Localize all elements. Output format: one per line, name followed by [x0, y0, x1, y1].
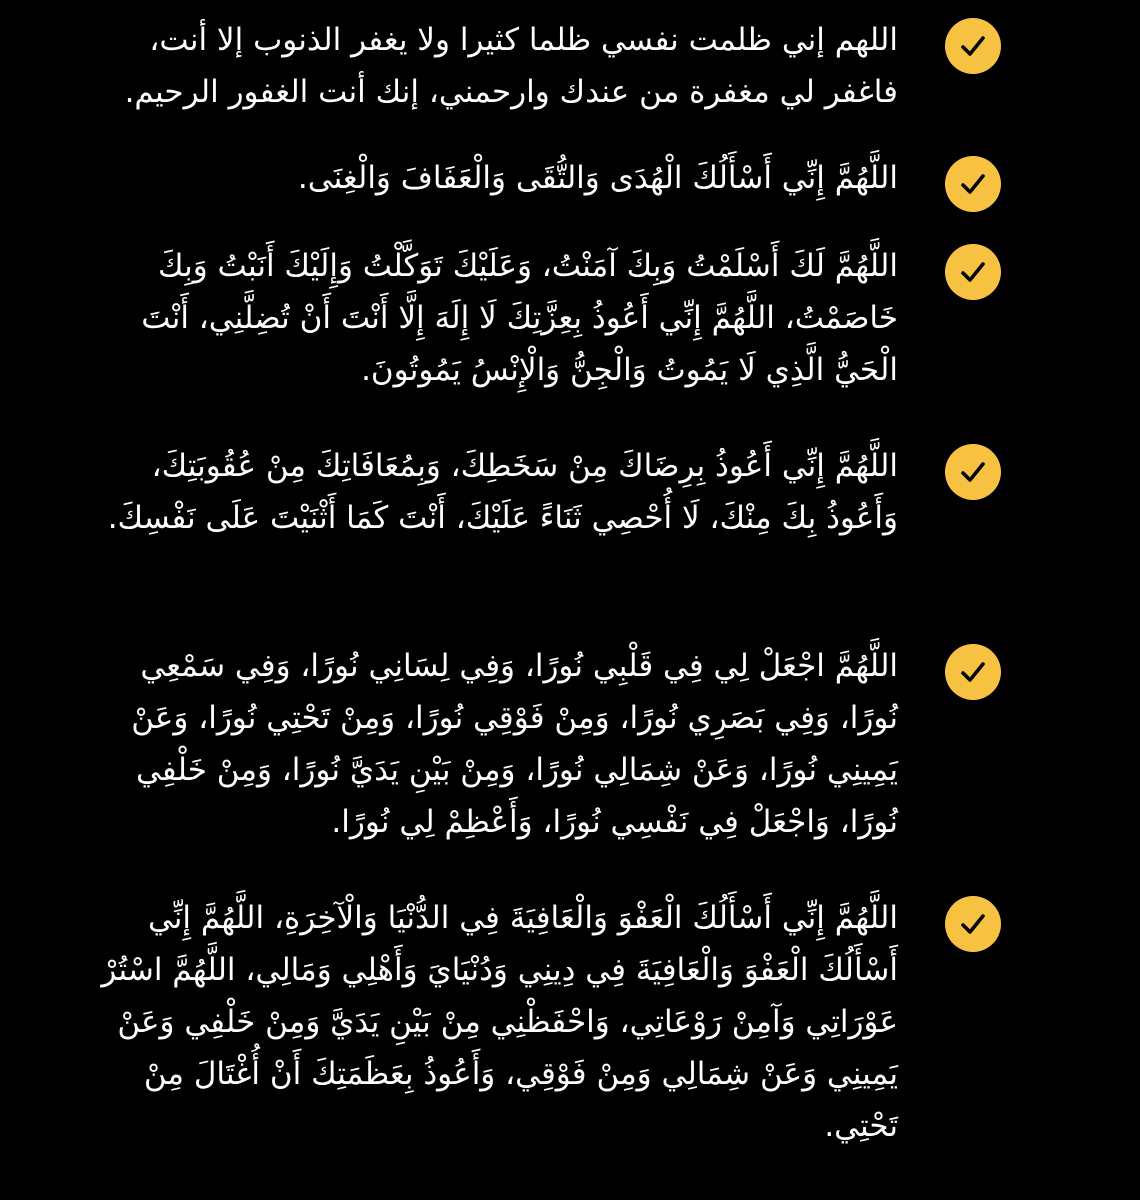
checklist-item — [0, 892, 1140, 1182]
dua-text: اللَّهُمَّ إِنِّي أَسْأَلُكَ الْعَفْوَ وَالْعَافِيَةَ فِي الدُّنْيَا وَالْآخِرَةِ، اللَّهُمَّ إِنِّي أَسْأَلُكَ الْعَفْوَ وَالْعَافِيَةَ فِي دِينِي وَدُنْيَايَ وَأَهْلِي وَمَالِي، اللَّهُمَّ اسْتُرْ عَوْرَاتِي وَآمِنْ رَوْعَاتِي، وَاحْفَظْنِي مِنْ بَيْنِ يَدَيَّ وَمِنْ خَلْفِي وَعَنْ يَمِينِي وَعَنْ شِمَالِي وَمِنْ فَوْقِي، وَأَعُوذُ بِعَظَمَتِكَ أَنْ أُغْتَالَ مِنْ تَحْتِي. — [101, 900, 898, 1144]
dua-text: اللَّهُمَّ إِنِّي أَسْأَلُكَ الْهُدَى وَالتُّقَى وَالْعَفَافَ وَالْغِنَى. — [297, 160, 898, 196]
check-circle-icon[interactable] — [945, 444, 1001, 500]
check-circle-icon[interactable] — [945, 896, 1001, 952]
dua-text: اللَّهُمَّ لَكَ أَسْلَمْتُ وَبِكَ آمَنْتُ، وَعَلَيْكَ تَوَكَّلْتُ وَإِلَيْكَ أَنَبْتُ وَبِكَ خَاصَمْتُ، اللَّهُمَّ إِنِّي أَعُوذُ بِعِزَّتِكَ لَا إِلَهَ إِلَّا أَنْتَ أَنْ تُضِلَّنِي، أَنْتَ الْحَيُّ الَّذِي لَا يَمُوتُ وَالْجِنُّ وَالْإِنْسُ يَمُوتُونَ. — [141, 248, 898, 388]
checklist-item — [0, 240, 1140, 410]
checklist-item — [0, 14, 1140, 124]
checklist-item — [0, 440, 1140, 610]
check-circle-icon[interactable] — [945, 644, 1001, 700]
checklist-item — [0, 152, 1140, 212]
checklist-item — [0, 640, 1140, 860]
dua-text: اللهم إني ظلمت نفسي ظلما كثيرا ولا يغفر الذنوب إلا أنت، فاغفر لي مغفرة من عندك وارحمني، إنك أنت الغفور الرحيم. — [124, 22, 898, 110]
dua-text: اللَّهُمَّ اجْعَلْ لِي فِي قَلْبِي نُورًا، وَفِي لِسَانِي نُورًا، وَفِي سَمْعِي نُورًا، وَفِي بَصَرِي نُورًا، وَمِنْ فَوْقِي نُورًا، وَمِنْ تَحْتِي نُورًا، وَعَنْ يَمِينِي نُورًا، وَعَنْ شِمَالِي نُورًا، وَمِنْ بَيْنِ يَدَيَّ نُورًا، وَمِنْ خَلْفِي نُورًا، وَاجْعَلْ فِي نَفْسِي نُورًا، وَأَعْظِمْ لِي نُورًا. — [131, 648, 898, 840]
dua-text: اللَّهُمَّ إِنِّي أَعُوذُ بِرِضَاكَ مِنْ سَخَطِكَ، وَبِمُعَافَاتِكَ مِنْ عُقُوبَتِكَ، وَأَعُوذُ بِكَ مِنْكَ، لَا أُحْصِي ثَنَاءً عَلَيْكَ، أَنْتَ كَمَا أَثْنَيْتَ عَلَى نَفْسِكَ. — [107, 448, 898, 536]
check-circle-icon[interactable] — [945, 18, 1001, 74]
check-circle-icon[interactable] — [945, 156, 1001, 212]
check-circle-icon[interactable] — [945, 244, 1001, 300]
